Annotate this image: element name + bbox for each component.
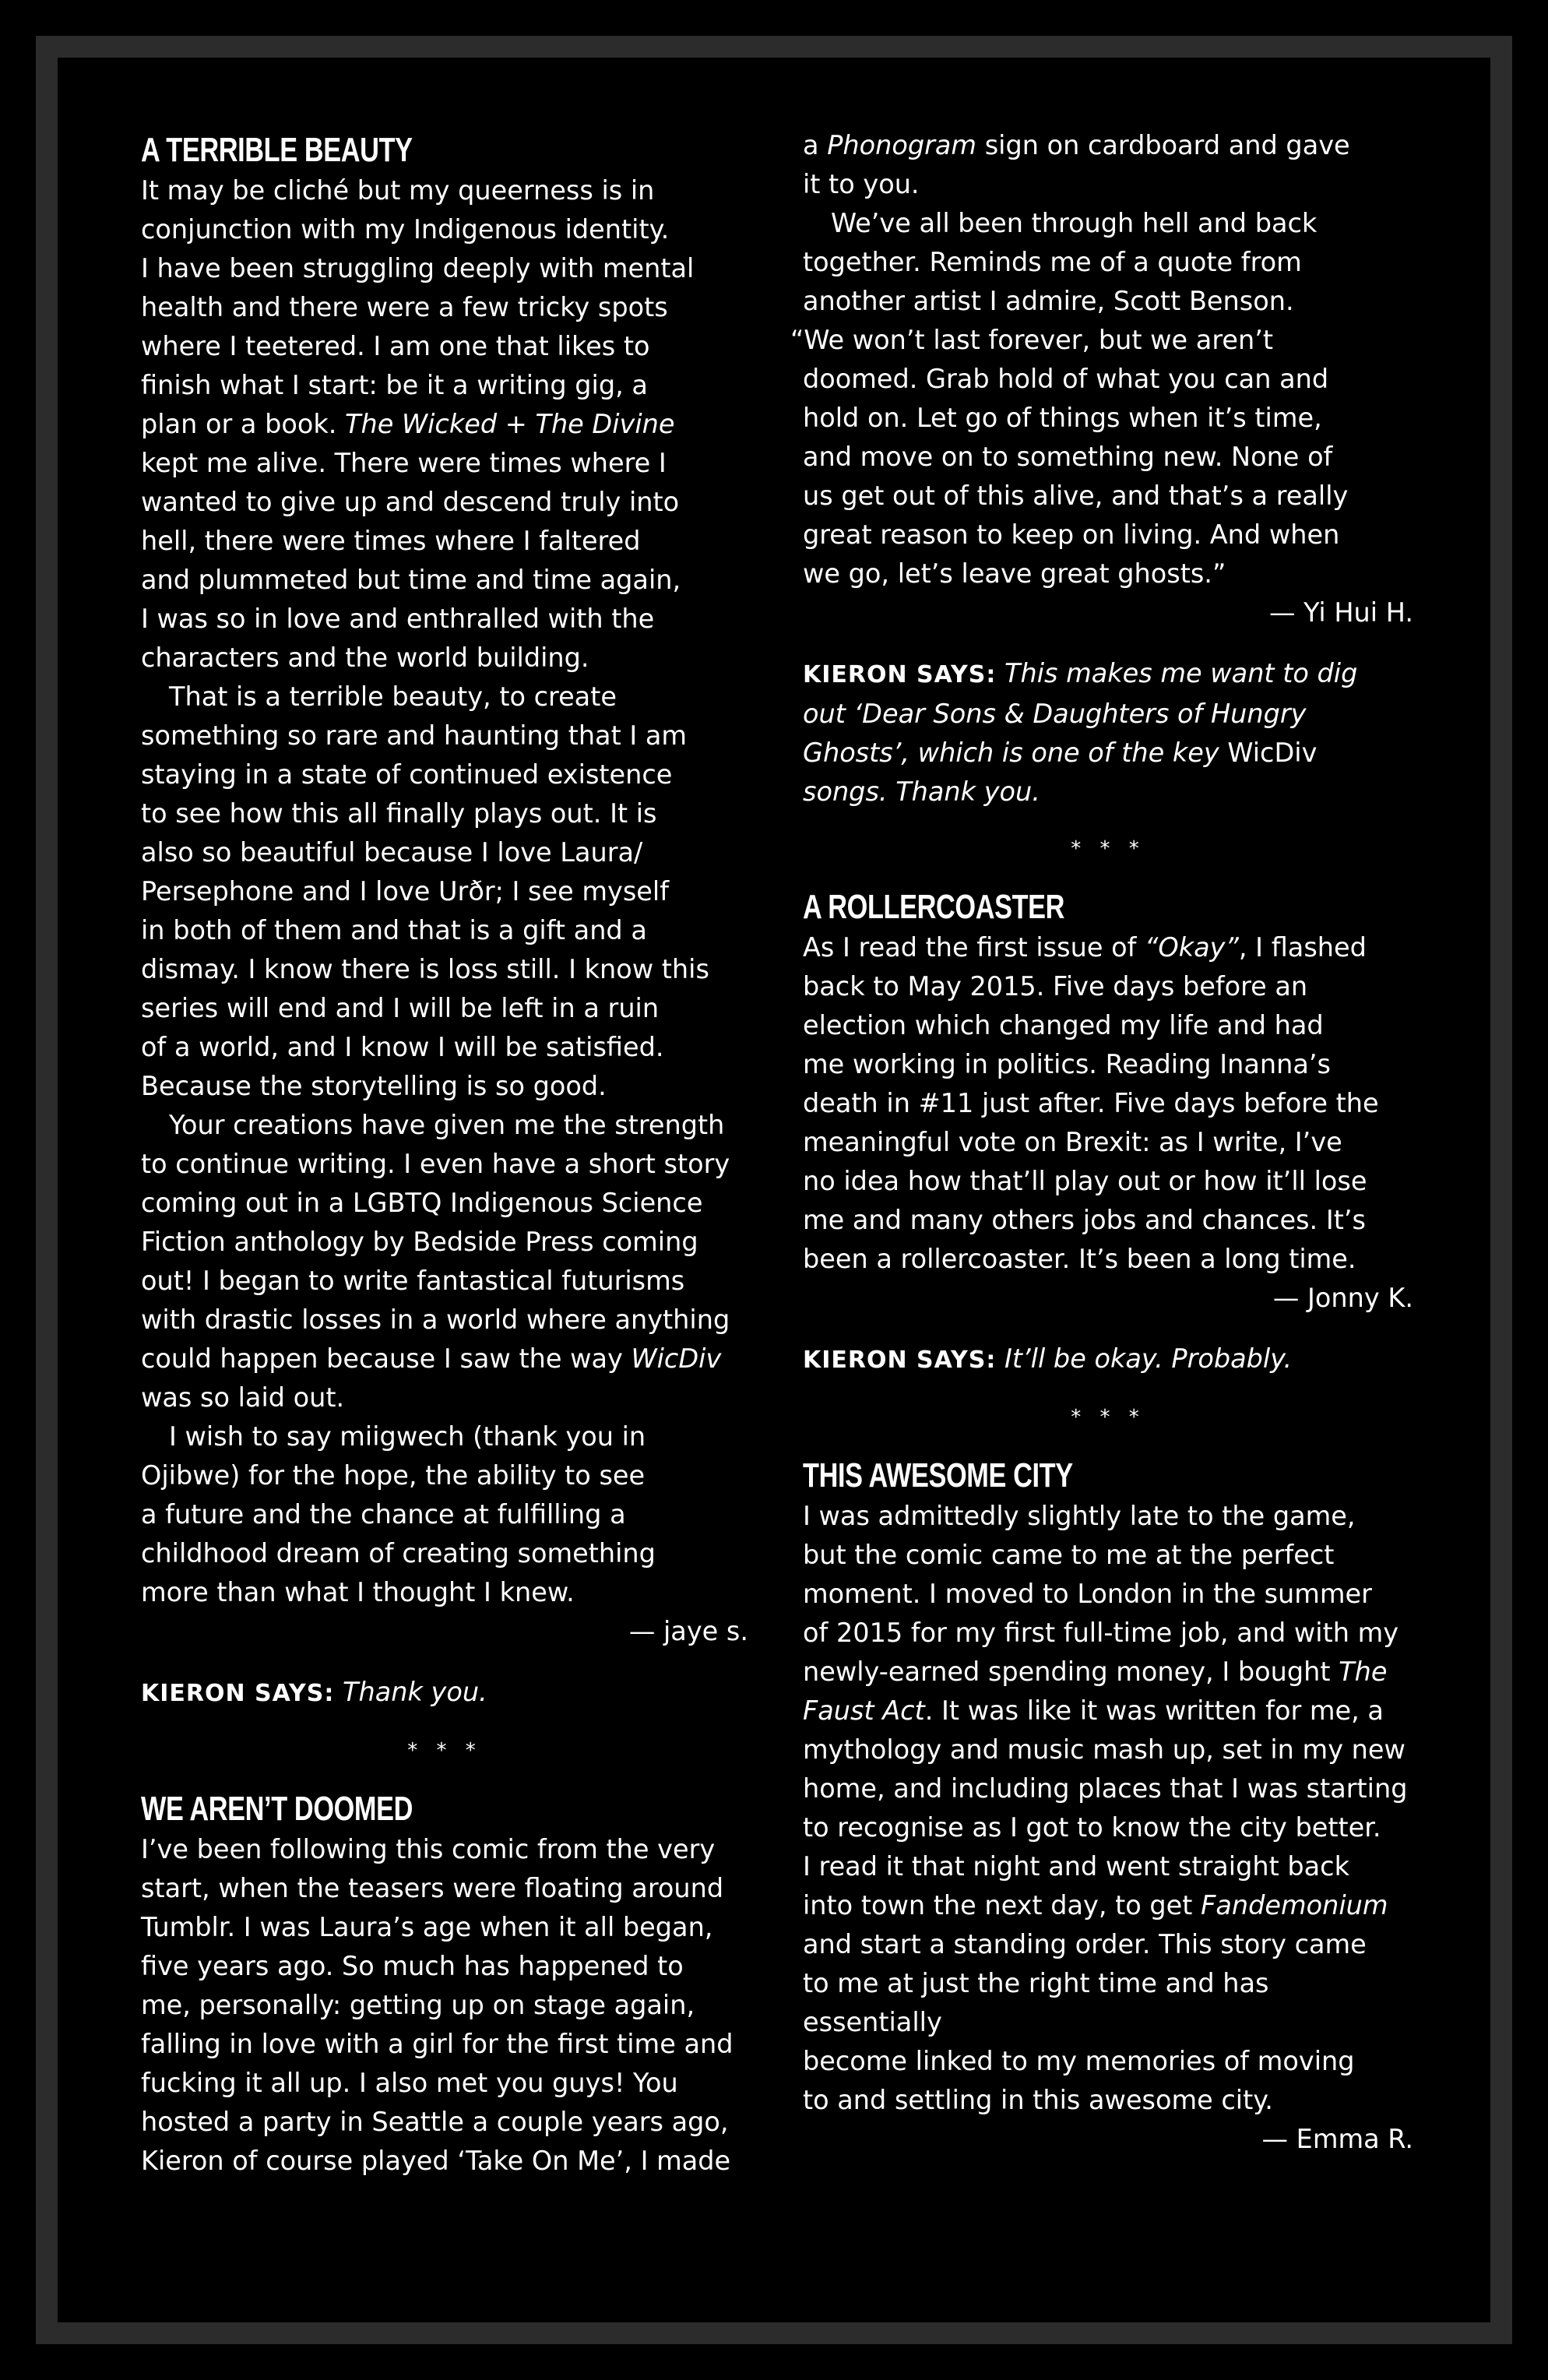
- letter-signature: — Yi Hui H.: [1268, 597, 1413, 628]
- kieron-reply: [141, 1673, 748, 1713]
- comic-title: “Okay”: [1145, 932, 1239, 963]
- letter-signature: — jaye s.: [628, 1616, 748, 1646]
- comic-title: Phonogram: [827, 130, 977, 160]
- letter-paragraph: We’ve all been through hell and back together. Reminds me of a quote from another artist I admire, Scott Benson.: [803, 208, 1318, 316]
- letter-paragraph: [803, 1497, 1413, 2120]
- letter-signature: — Emma R.: [1261, 2124, 1413, 2154]
- paragraph-text: sign on cardboard and gave it to you.: [803, 130, 1350, 199]
- section-divider: * * *: [1071, 837, 1145, 861]
- left-column: [141, 129, 748, 2181]
- right-column: [790, 129, 1413, 2159]
- paragraph-text: kept me alive. There were times where I wanted to give up and descend truly into hell, there were times where I faltered and plummeted but time and time again, I was so in love and enthralled with the characters and the world building.: [141, 448, 681, 673]
- section-divider: * * *: [1071, 1406, 1145, 1429]
- kieron-reply-text: songs. Thank you.: [803, 776, 1040, 807]
- paragraph-text: It may be cliché but my queerness is in conjunction with my Indigenous identity. I have been struggling deeply with mental health and there were a few tricky spots where I teetered. I am one that likes to finish what I start: be it a writing gig, a plan or a book.: [141, 175, 695, 439]
- letter-paragraph: I wish to say miigwech (thank you in Ojibwe) for the hope, the ability to see a future and the chance at fulfilling a childhood dream of creating something more than what I thought I knew.: [141, 1421, 656, 1607]
- letter-paragraph: [141, 171, 748, 678]
- kieron-reply: [803, 1340, 1413, 1380]
- section-heading-terrible-beauty: A TERRIBLE BEAUTY: [141, 131, 413, 169]
- kieron-says-label: KIERON SAYS:: [803, 1347, 997, 1374]
- paragraph-text: Your creations have given me the strength to continue writing. I even have a short story coming out in a LGBTQ Indigenous Science Fiction anthology by Bedside Press coming out! I began to write fantastical futurisms with drastic losses in a world where anything could happen because I saw the way: [141, 1110, 730, 1374]
- paragraph-text: was so laid out.: [141, 1382, 345, 1413]
- section-heading-rollercoaster: A ROLLERCOASTER: [803, 888, 1065, 926]
- letter-signature: — Jonny K.: [1272, 1283, 1413, 1313]
- comic-title: The Faust Act: [803, 1656, 1388, 1726]
- paragraph-text: As I read the first issue of: [803, 932, 1145, 963]
- paragraph-text: , I flashed back to May 2015. Five days before an election which changed my life and had me working in politics. Reading Inanna’s death in #11 just after. Five days before the meaningful vote on Brexit: as I write, I’ve no idea how that’ll play out or how it’ll lose me and many others jobs and chances. It’s been a rollercoaster. It’s been a long time.: [803, 932, 1379, 1274]
- section-heading-awesome-city: THIS AWESOME CITY: [803, 1456, 1073, 1495]
- comic-title: The Wicked + The Divine: [345, 409, 675, 439]
- letter-paragraph: [803, 126, 1413, 204]
- kieron-reply-text: Thank you.: [343, 1677, 487, 1707]
- paragraph-text: . It was like it was written for me, a mythology and music mash up, set in my new home, and including places that I was starting to recognise as I got to know the city better. I read it that night and went straight back into town the next day, to get: [803, 1695, 1408, 1921]
- section-divider: * * *: [407, 1739, 482, 1762]
- kieron-reply-text: It’ll be okay. Probably.: [1004, 1343, 1293, 1374]
- comic-title: WicDiv: [1227, 738, 1318, 768]
- kieron-reply-text: This makes me want to dig out ‘Dear Sons & Daughters of Hungry Ghosts’, which is one of the key: [803, 658, 1358, 768]
- comic-title: WicDiv: [631, 1343, 722, 1374]
- paragraph-text: I was admittedly slightly late to the game, but the comic came to me at the perfect moment. I moved to London in the summer of 2015 for my first full-time job, and with my newly-earned spending money, I bought: [803, 1501, 1399, 1687]
- section-heading-we-arent-doomed: WE AREN’T DOOMED: [141, 1790, 413, 1828]
- letter-paragraph: [141, 1106, 748, 1417]
- letter-paragraph: That is a terrible beauty, to create something so rare and haunting that I am staying in a state of continued existence to see how this all finally plays out. It is also so beautiful because I love Laura/ Persephone and I love Urðr; I see myself in both of them and that is a gift and a dismay. I know there is loss still. I know this series will end and I will be left in a ruin of a world, and I know I will be satisfied. Because the storytelling is so good.: [141, 681, 709, 1101]
- letter-paragraph: [803, 928, 1413, 1279]
- kieron-reply: [803, 654, 1413, 812]
- quote-paragraph: “We won’t last forever, but we aren’t doomed. Grab hold of what you can and hold on. Let go of things when it’s time, and move on to something new. None of us get out of this alive, and that’s a really great reason to keep on living. And when we go, let’s leave great ghosts.”: [790, 325, 1349, 589]
- kieron-says-label: KIERON SAYS:: [141, 1680, 335, 1707]
- paragraph-text: a: [803, 130, 828, 160]
- letter-paragraph: I’ve been following this comic from the very start, when the teasers were floating around Tumblr. I was Laura’s age when it all began, five years ago. So much has happened to me, personally: getting up on stage again, falling in love with a girl for the first time and fucking it all up. I also met you guys! You hosted a party in Seattle a couple years ago, Kieron of course played ‘Take On Me’, I made: [141, 1834, 734, 2176]
- paragraph-text: and start a standing order. This story came to me at just the right time and has essentially become linked to my memories of moving to and settling in this awesome city.: [803, 1929, 1367, 2115]
- comic-title: Fandemonium: [1201, 1890, 1388, 1921]
- kieron-says-label: KIERON SAYS:: [803, 661, 997, 688]
